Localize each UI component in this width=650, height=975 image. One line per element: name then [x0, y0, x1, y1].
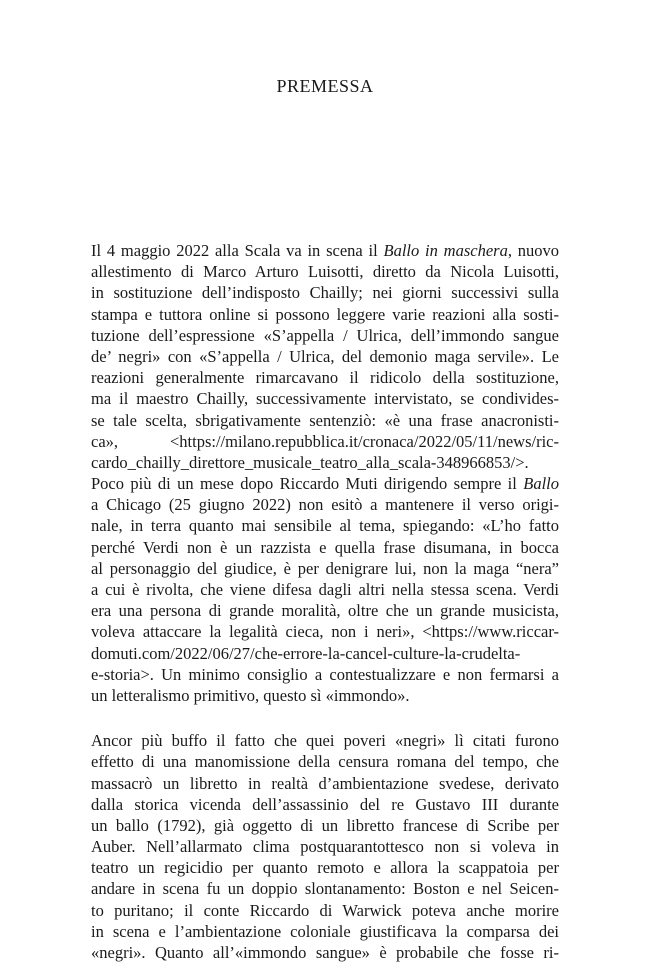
italic-title: Ballo — [523, 474, 559, 494]
text-line: massacrò un libretto in realtà d’ambientazione svedese, derivato — [91, 773, 559, 793]
text-line: dalla storica vicenda dell’assassinio del re Gustavo III durante — [91, 794, 559, 814]
text-line: cardo_chailly_direttore_musicale_teatro_alla_scala-348966853/>. — [91, 452, 529, 472]
text-line: un letteralismo primitivo, questo sì «immondo». — [91, 685, 410, 705]
text-line: in scena e l’ambientazione coloniale giustificava la comparsa dei — [91, 921, 559, 941]
text-line: a cui è rivolta, che viene difesa dagli altri nella stessa scena. Verdi — [91, 580, 559, 599]
text-line: un ballo (1792), già oggetto di un libretto francese di Scribe per — [91, 815, 559, 835]
text-line: andare in scena fu un doppio slontanamento: Boston e nel Seicen- — [91, 879, 559, 899]
text-line: domuti.com/2022/06/27/che-errore-la-cancel-culture-la-crudelta- — [91, 643, 521, 663]
text-line: Auber. Nell’allarmato clima postquarantottesco non si voleva in — [91, 837, 559, 857]
text-line: effetto di una manomissione della censura romana del tempo, che — [91, 752, 559, 772]
text-line: e-storia>. Un minimo consiglio a contestualizzare e non fermarsi a — [91, 664, 559, 684]
text-line: ca», <https://milano.repubblica.it/cronaca/2022/05/11/news/ric- — [91, 431, 559, 451]
page-title: PREMESSA — [276, 76, 374, 96]
text-line: se tale scelta, sbrigativamente sentenziò: «è una frase anacronisti- — [91, 410, 559, 430]
text-line: Ancor più buffo il fatto che quei poveri «negri» lì citati furono — [91, 731, 559, 751]
italic-title: Ballo in maschera — [383, 241, 508, 260]
body-text — [91, 240, 559, 963]
text-line: Poco più di un mese dopo Riccardo Muti dirigendo sempre il Ballo — [91, 474, 559, 494]
text-line: al personaggio del giudice, è per denigrare lui, non la maga “nera” — [91, 558, 559, 578]
text-line: stampa e tuttora online si possono leggere varie reazioni alla sosti- — [91, 304, 559, 324]
text-line: ma il maestro Chailly, successivamente intervistato, se condivides- — [91, 389, 559, 409]
paragraph-gap — [91, 706, 559, 730]
text-line: «negri». Quanto all’«immondo sangue» è probabile che fosse ri- — [91, 943, 559, 962]
text-line: teatro un regicidio per quanto remoto e allora la scappatoia per — [91, 858, 559, 878]
text-line: perché Verdi non è un razzista e quella frase disumana, in bocca — [91, 537, 559, 557]
text-line: era una persona di grande moralità, oltre che un grande musicista, — [91, 601, 559, 621]
text-line: voleva attaccare la legalità cieca, non i neri», <https://www.riccar- — [91, 622, 559, 642]
paragraph — [91, 730, 559, 963]
text-line: de’ negri» con «S’appella / Ulrica, del demonio maga servile». Le — [91, 346, 559, 366]
text-line: in sostituzione dell’indisposto Chailly; nei giorni successivi sulla — [91, 283, 559, 303]
text-line: tuzione dell’espressione «S’appella / Ulrica, dell’immondo sangue — [91, 325, 559, 345]
text-line: Il 4 maggio 2022 alla Scala va in scena il Ballo in maschera, nuovo — [91, 241, 559, 260]
paragraph — [91, 240, 559, 706]
text-line: allestimento di Marco Arturo Luisotti, diretto da Nicola Luisotti, — [91, 262, 559, 282]
text-line: nale, in terra quanto mai sensibile al tema, spiegando: «L’ho fatto — [91, 516, 559, 536]
text-line: a Chicago (25 giugno 2022) non esitò a mantenere il verso origi- — [91, 495, 559, 515]
text-line: to puritano; il conte Riccardo di Warwick poteva anche morire — [91, 900, 559, 920]
text-line: reazioni generalmente rimarcavano il ridicolo della sostituzione, — [91, 368, 559, 388]
